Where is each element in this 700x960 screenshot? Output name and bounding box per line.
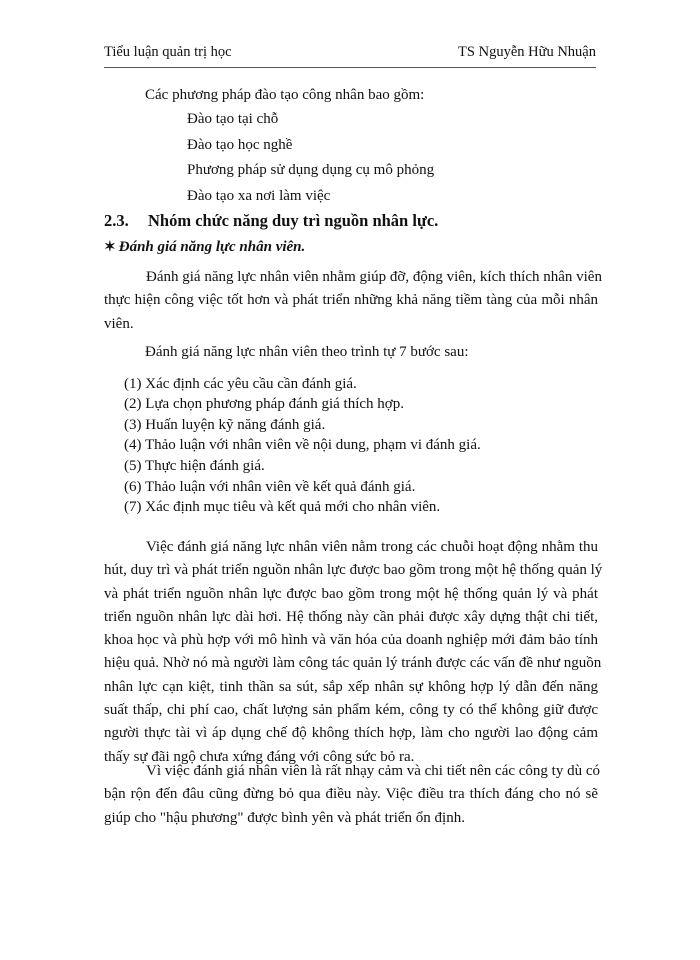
- subsection-heading: [104, 237, 305, 258]
- step-item: (5) Thực hiện đánh giá.: [124, 458, 265, 474]
- method-item: Phương pháp sử dụng dụng cụ mô phỏng: [187, 162, 435, 178]
- section-heading: [104, 211, 438, 231]
- paragraph-1: [104, 266, 602, 336]
- method-item: Đào tạo tại chỗ: [187, 111, 279, 127]
- paragraph-line: hút, duy trì và phát triển nguồn nhân lực được bao gồm trong một hệ thống quản lý: [104, 562, 603, 579]
- method-item: Đào tạo học nghề: [187, 137, 293, 153]
- paragraph-line: và phát triển nguồn nhân lực được bao gồm trong một hệ thống quản lý và phát: [104, 585, 598, 602]
- star-bullet-icon: ✶: [104, 240, 116, 255]
- step-item: (4) Thảo luận với nhân viên về nội dung, phạm vi đánh giá.: [124, 437, 481, 453]
- paragraph-line: khoa học và phù hợp với mô hình và văn hóa của doanh nghiệp mới đảm bảo tính: [104, 632, 598, 649]
- section-number: 2.3.: [104, 211, 129, 230]
- paragraph-line: thực hiện công việc tốt hơn và phát triển những khả năng tiềm tàng của mỗi nhân: [104, 292, 598, 309]
- paragraph-line: bận rộn đến đâu cũng đừng bỏ qua điều này. Việc điều tra thích đáng cho nó sẽ: [104, 786, 598, 803]
- step-item: (7) Xác định mục tiêu và kết quả mới cho nhân viên.: [124, 499, 441, 515]
- step-item: (1) Xác định các yêu cầu cần đánh giá.: [124, 376, 357, 392]
- paragraph-line: Đánh giá năng lực nhân viên nhằm giúp đỡ, động viên, kích thích nhân viên: [146, 269, 602, 285]
- paragraph-line: giúp cho "hậu phương" được bình yên và phát triển ổn định.: [104, 809, 465, 826]
- page-header: [104, 44, 596, 66]
- paragraph-4: [104, 760, 598, 830]
- paragraph-line: thấy sự đãi ngộ chưa xứng đáng với công sức bỏ ra.: [104, 748, 415, 765]
- step-item: (6) Thảo luận với nhân viên về kết quả đánh giá.: [124, 479, 416, 495]
- paragraph-line: người thực tài vì áp dụng chế độ không thích hợp, làm cho người lao động cảm: [104, 725, 598, 742]
- paragraph-line: triển nguồn nhân lực dài hơi. Hệ thống này cần phải được xây dựng thật chi tiết,: [104, 608, 598, 625]
- paragraph-line: nhân lực cạn kiệt, tinh thần sa sút, sắp xếp nhân sự không hợp lý dẫn đến năng: [104, 678, 598, 695]
- section-title: Nhóm chức năng duy trì nguồn nhân lực.: [148, 211, 439, 230]
- step-item: (2) Lựa chọn phương pháp đánh giá thích hợp.: [124, 396, 404, 412]
- paragraph-line: hiệu quả. Nhờ nó mà người làm công tác quản lý tránh được các vấn đề như nguồn: [104, 655, 602, 672]
- paragraph-3: [104, 536, 603, 769]
- header-course-title: Tiểu luận quản trị học: [104, 44, 232, 60]
- method-item: Đào tạo xa nơi làm việc: [187, 188, 331, 204]
- step-item: (3) Huấn luyện kỹ năng đánh giá.: [124, 417, 326, 433]
- intro-text: Các phương pháp đào tạo công nhân bao gồm:: [145, 87, 425, 103]
- paragraph-line: Việc đánh giá năng lực nhân viên nằm trong các chuỗi hoạt động nhằm thu: [146, 539, 598, 555]
- header-divider: [104, 67, 596, 68]
- header-author: TS Nguyễn Hữu Nhuận: [458, 44, 596, 60]
- subsection-title: Đánh giá năng lực nhân viên.: [118, 239, 306, 255]
- paragraph-2: Đánh giá năng lực nhân viên theo trình tự 7 bước sau:: [145, 344, 469, 360]
- paragraph-line: viên.: [104, 315, 134, 332]
- paragraph-line: suất thấp, chi phí cao, chất lượng sản phẩm kém, công ty có thể không giữ được: [104, 702, 598, 719]
- paragraph-line: Vì việc đánh giá nhân viên là rất nhạy cảm và chi tiết nên các công ty dù có: [146, 763, 600, 779]
